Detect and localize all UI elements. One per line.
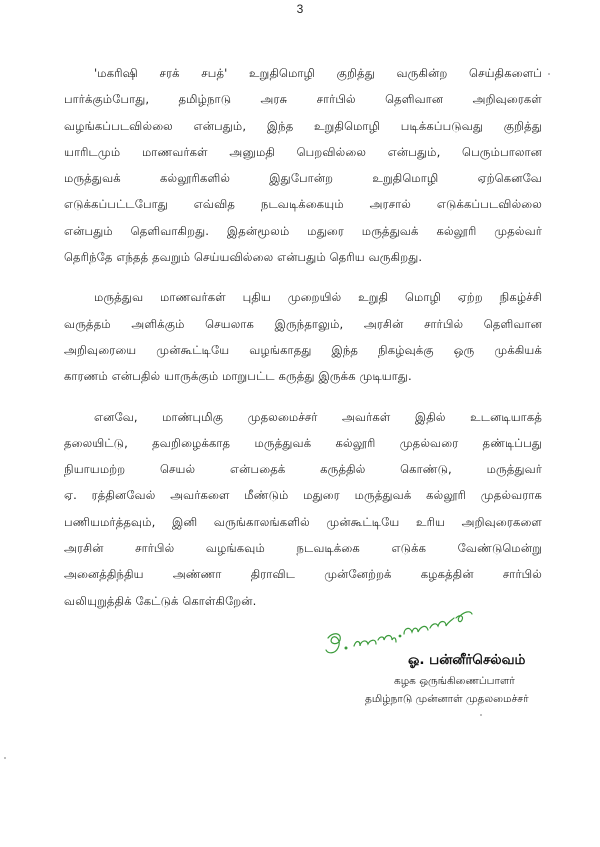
paragraph-3	[64, 404, 542, 614]
text-line: என்பதும் தெளிவாகிறது. இதன்மூலம் மதுரை மருத்துவக் கல்லூரி முதல்வர்	[64, 223, 542, 238]
text-line: அறிவுரையை முன்கூட்டியே வழங்காதது இந்த நிகழ்வுக்கு ஒரு முக்கியக்	[64, 342, 542, 357]
handwritten-signature-icon	[310, 600, 510, 660]
letter-body	[64, 60, 542, 614]
text-line: 'மகரிஷி சரக் சபத்' உறுதிமொழி குறித்து வருகின்ற செய்திகளைப்	[94, 66, 542, 80]
text-line: எடுக்கப்பட்டபோது எவ்வித நடவடிக்கையும் அரசால் எடுக்கப்படவில்லை	[64, 197, 542, 212]
text-line: மருத்துவக் கல்லூரிகளில் இதுபோன்ற உறுதிமொழி ஏற்கெனவே	[64, 171, 542, 186]
text-line: பார்க்கும்போது, தமிழ்நாடு அரசு சார்பில் தெளிவான அறிவுரைகள்	[64, 92, 542, 107]
text-line: பணியமர்த்தவும், இனி வருங்காலங்களில் முன்கூட்டியே உரிய அறிவுரைகளை	[64, 514, 542, 529]
text-line: காரணம் என்பதில் யாருக்கும் மாறுபட்ட கருத்து இருக்க முடியாது.	[64, 369, 412, 384]
text-line: தெரிந்தே எந்தத் தவறும் செய்யவில்லை என்பதும் தெரிய வருகிறது.	[64, 250, 423, 265]
text-line: அனைத்திந்திய அண்ணா திராவிட முன்னேற்றக் கழகத்தின் சார்பில்	[64, 567, 542, 582]
text-line: வலியுறுத்திக் கேட்டுக் கொள்கிறேன்.	[64, 593, 257, 608]
text-line: தலையிட்டு, தவறிழைக்காத மருத்துவக் கல்லூரி முதல்வரை தண்டிப்பது	[64, 435, 542, 450]
text-line: யாரிடமும் மாணவர்கள் அனுமதி பெறவில்லை என்பதும், பெரும்பாலான	[64, 144, 542, 159]
text-line: மருத்துவ மாணவர்கள் புதிய முறையில் உறுதி மொழி ஏற்ற நிகழ்ச்சி	[94, 290, 542, 305]
scan-speck	[4, 757, 6, 759]
scan-speck	[480, 714, 482, 716]
paragraph-2	[64, 284, 542, 389]
signatory-role: கழக ஒருங்கிணைப்பாளர்	[394, 675, 515, 687]
signatory-title: தமிழ்நாடு முன்னாள் முதலமைச்சர்	[365, 693, 529, 705]
scan-speck	[548, 73, 550, 75]
text-line: ஏ. ரத்தினவேல் அவர்களை மீண்டும் மதுரை மருத்துவக் கல்லூரி முதல்வராக	[64, 488, 542, 503]
page-number: 3	[296, 2, 304, 16]
text-line: வழங்கப்படவில்லை என்பதும், இந்த உறுதிமொழி படிக்கப்படுவது குறித்து	[64, 118, 542, 133]
signatory-name: ஓ. பன்னீர்செல்வம்	[408, 652, 526, 668]
text-line: வருத்தம் அளிக்கும் செயலாக இருந்தாலும், அரசின் சார்பில் தெளிவான	[64, 316, 542, 331]
text-line: எனவே, மாண்புமிகு முதலமைச்சர் அவர்கள் இதில் உடனடியாகத்	[94, 409, 542, 424]
text-line: அரசின் சார்பில் வழங்கவும் நடவடிக்கை எடுக்க வேண்டுமென்று	[64, 541, 542, 556]
paragraph-1	[64, 60, 542, 270]
text-line: நியாயமற்ற செயல் என்பதைக் கருத்தில் கொண்டு, மருத்துவர்	[64, 462, 542, 477]
